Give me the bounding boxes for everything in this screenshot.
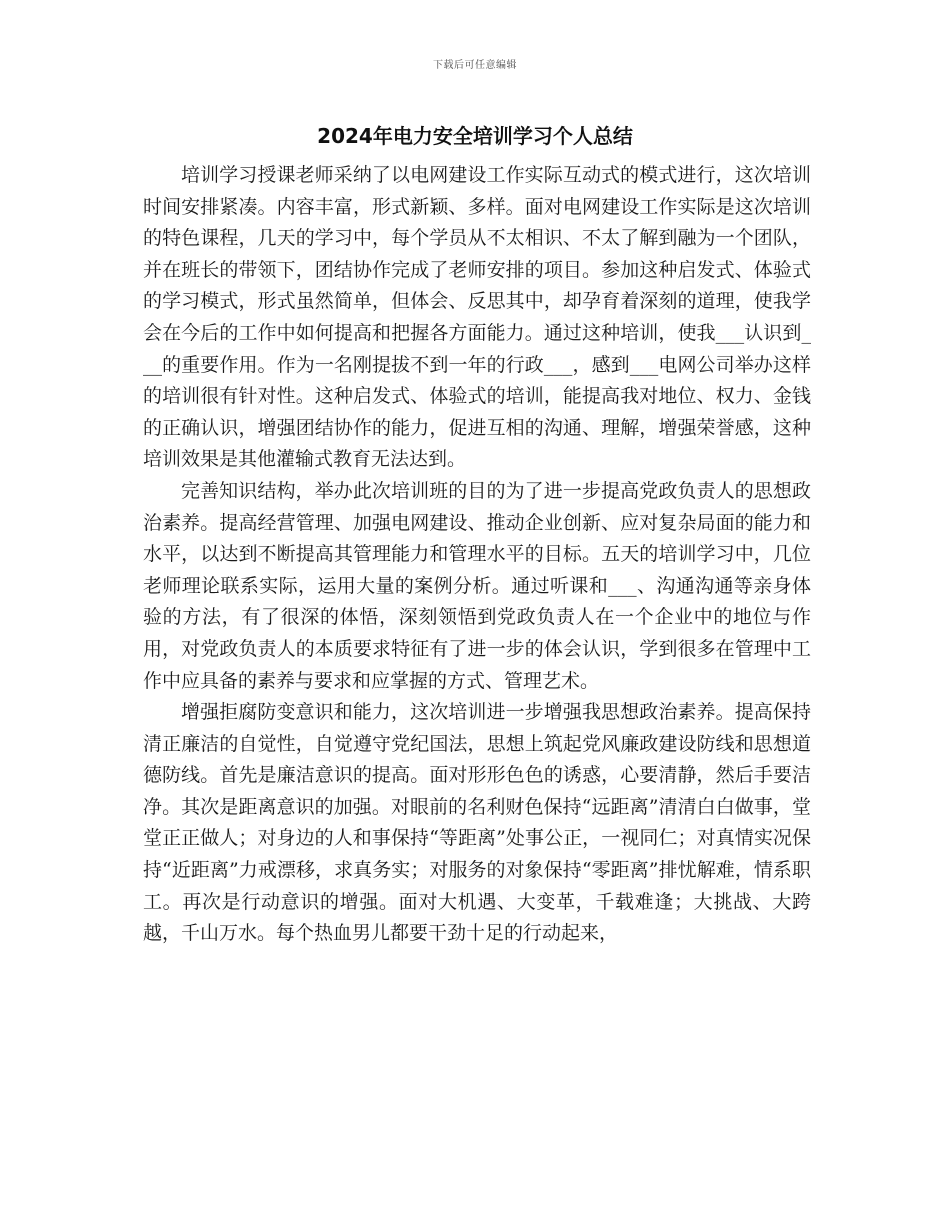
paragraph-1: 培训学习授课老师采纳了以电网建设工作实际互动式的模式进行，这次培训时间安排紧凑。内容丰富，形式新颖、多样。面对电网建设工作实际是这次培训的特色课程，几天的学习中，每个学员从不太相识、不太了解到融为一个团队，并在班长的带领下，团结协作完成了老师安排的项目。参加这种启发式、体验式的学习模式，形式虽然简单，但体会、反思其中，却孕育着深刻的道理，使我学会在今后的工作中如何提高和把握各方面能力。通过这种培训，使我___认识到___的重要作用。作为一名刚提拔不到一年的行政___，感到___电网公司举办这样的培训很有针对性。这种启发式、体验式的培训，能提高我对地位、权力、金钱的正确认识，增强团结协作的能力，促进互相的沟通、理解，增强荣誉感，这种培训效果是其他灌输式教育无法达到。 bbox=[143, 164, 811, 471]
paragraph-3: 增强拒腐防变意识和能力，这次培训进一步增强我思想政治素养。提高保持清正廉洁的自觉性，自觉遵守党纪国法，思想上筑起党风廉政建设防线和思想道德防线。首先是廉洁意识的提高。面对形形色色的诱惑，心要清静，然后手要洁净。其次是距离意识的加强。对眼前的名利财色保持“远距离”清清白白做事，堂堂正正做人；对身边的人和事保持“等距离”处事公正，一视同仁；对真情实况保持“近距离”力戒漂移，求真务实；对服务的对象保持“零距离”排忧解难，情系职工。再次是行动意识的增强。面对大机遇、大变革，千载难逢；大挑战、大跨越，千山万水。每个热血男儿都要干劲十足的行动起来， bbox=[143, 701, 811, 945]
document-title: 2024年电力安全培训学习个人总结 bbox=[317, 124, 633, 148]
page-header-note: 下载后可任意编辑 bbox=[433, 60, 517, 71]
document-body bbox=[143, 160, 811, 950]
paragraph-2: 完善知识结构，举办此次培训班的目的为了进一步提高党政负责人的思想政治素养。提高经营管理、加强电网建设、推动企业创新、应对复杂局面的能力和水平，以达到不断提高其管理能力和管理水平的目标。五天的培训学习中，几位老师理论联系实际，运用大量的案例分析。通过听课和___、沟通沟通等亲身体验的方法，有了很深的体悟，深刻领悟到党政负责人在一个企业中的地位与作用，对党政负责人的本质要求特征有了进一步的体会认识，学到很多在管理中工作中应具备的素养与要求和应掌握的方式、管理艺术。 bbox=[143, 479, 811, 692]
